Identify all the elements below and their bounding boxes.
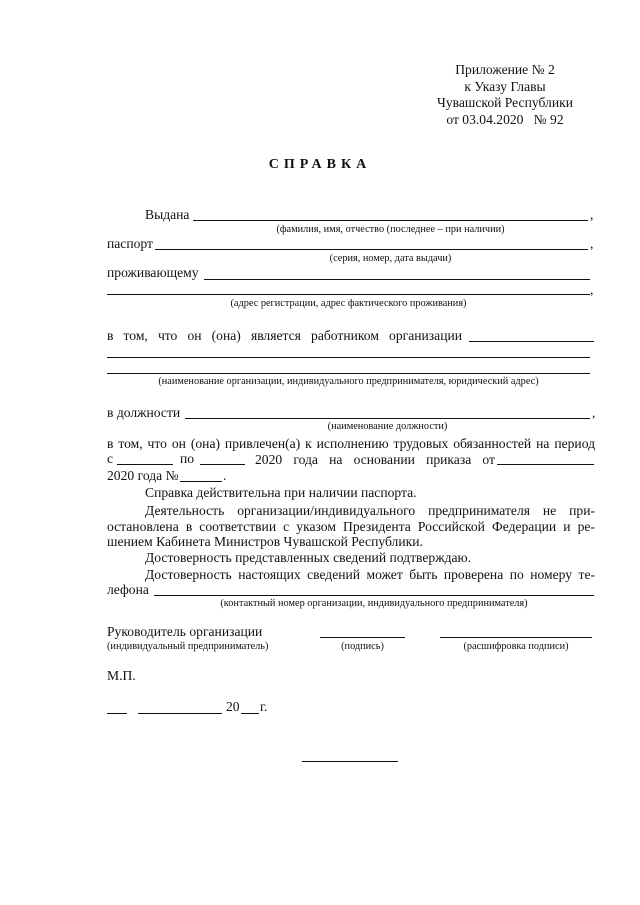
decree-reference: к Указу Главы [464, 78, 546, 94]
activity-paragraph-line3: шением Кабинета Министров Чувашской Республики. [107, 534, 423, 549]
validity-note: Справка действительна при наличии паспорта. [145, 485, 417, 500]
order-number-field[interactable] [180, 481, 222, 482]
verify-paragraph-line2: лефона [107, 582, 149, 597]
position-field[interactable] [185, 418, 590, 419]
head-label: Руководитель организации [107, 624, 263, 639]
period-statement: в том, что он (она) привлечен(а) к исполнению трудовых обязанностей на период [107, 436, 596, 451]
comma: , [590, 282, 594, 297]
comma: , [592, 405, 596, 420]
date-year-suffix: г. [260, 699, 268, 714]
decree-date: от 03.04.2020 № 92 [446, 111, 564, 127]
passport-label: паспорт [107, 236, 153, 251]
passport-caption: (серия, номер, дата выдачи) [329, 253, 452, 264]
residing-caption: (адрес регистрации, адрес фактического проживания) [230, 298, 467, 309]
stamp-place: М.П. [107, 668, 136, 683]
order-date-field[interactable] [497, 464, 594, 465]
comma: , [590, 236, 594, 251]
confirmation-note: Достоверность представленных сведений подтверждаю. [145, 550, 472, 565]
date-day-field[interactable] [107, 713, 127, 714]
order-number-suffix: . [223, 468, 227, 483]
republic-name: Чувашской Республики [437, 95, 573, 110]
order-number-prefix: 2020 года № [107, 468, 179, 483]
document-title: СПРАВКА [268, 157, 372, 172]
date-year-prefix: 20 [226, 699, 240, 714]
signature-caption: (подпись) [341, 641, 384, 652]
closing-rule [302, 761, 398, 762]
verify-paragraph-line1: Достоверность настоящих сведений может быть проверена по номеру те- [145, 567, 596, 582]
employer-field-2[interactable] [107, 357, 590, 358]
position-label: в должности [107, 405, 181, 420]
signature-field[interactable] [320, 637, 405, 638]
residing-field-2[interactable] [107, 294, 590, 295]
period-from-field[interactable] [117, 464, 173, 465]
period-order-text: 2020 года на основании приказа от [255, 452, 495, 467]
period-to-field[interactable] [200, 464, 245, 465]
position-caption: (наименование должности) [327, 421, 448, 432]
employer-field-3[interactable] [107, 373, 590, 374]
employer-field-1[interactable] [469, 341, 594, 342]
period-to-label: по [180, 451, 195, 466]
date-month-field[interactable] [138, 713, 222, 714]
issued-to-label: Выдана [145, 207, 190, 222]
passport-field[interactable] [155, 249, 588, 250]
residing-field-1[interactable] [204, 279, 590, 280]
appendix-number: Приложение № 2 [455, 62, 555, 77]
phone-caption: (контактный номер организации, индивидуального предпринимателя) [220, 598, 528, 609]
head-sublabel: (индивидуальный предприниматель) [107, 641, 269, 652]
signature-name-field[interactable] [440, 637, 592, 638]
issued-to-caption: (фамилия, имя, отчество (последнее – при наличии) [276, 224, 505, 235]
issued-to-field[interactable] [193, 220, 588, 221]
appendix-header [430, 62, 580, 128]
activity-paragraph-line2: остановлена в соответствии с указом Президента Российской Федерации и ре- [107, 519, 595, 534]
name-caption: (расшифровка подписи) [463, 641, 569, 652]
residing-label: проживающему [107, 265, 199, 280]
date-year-field[interactable] [241, 713, 259, 714]
phone-field[interactable] [154, 595, 594, 596]
comma: , [590, 207, 594, 222]
employer-statement: в том, что он (она) является работником организации [107, 328, 463, 343]
period-from-label: с [107, 451, 114, 466]
activity-paragraph-line1: Деятельность организации/индивидуального предпринимателя не при- [145, 503, 596, 518]
employer-caption: (наименование организации, индивидуального предпринимателя, юридический адрес) [158, 376, 539, 387]
